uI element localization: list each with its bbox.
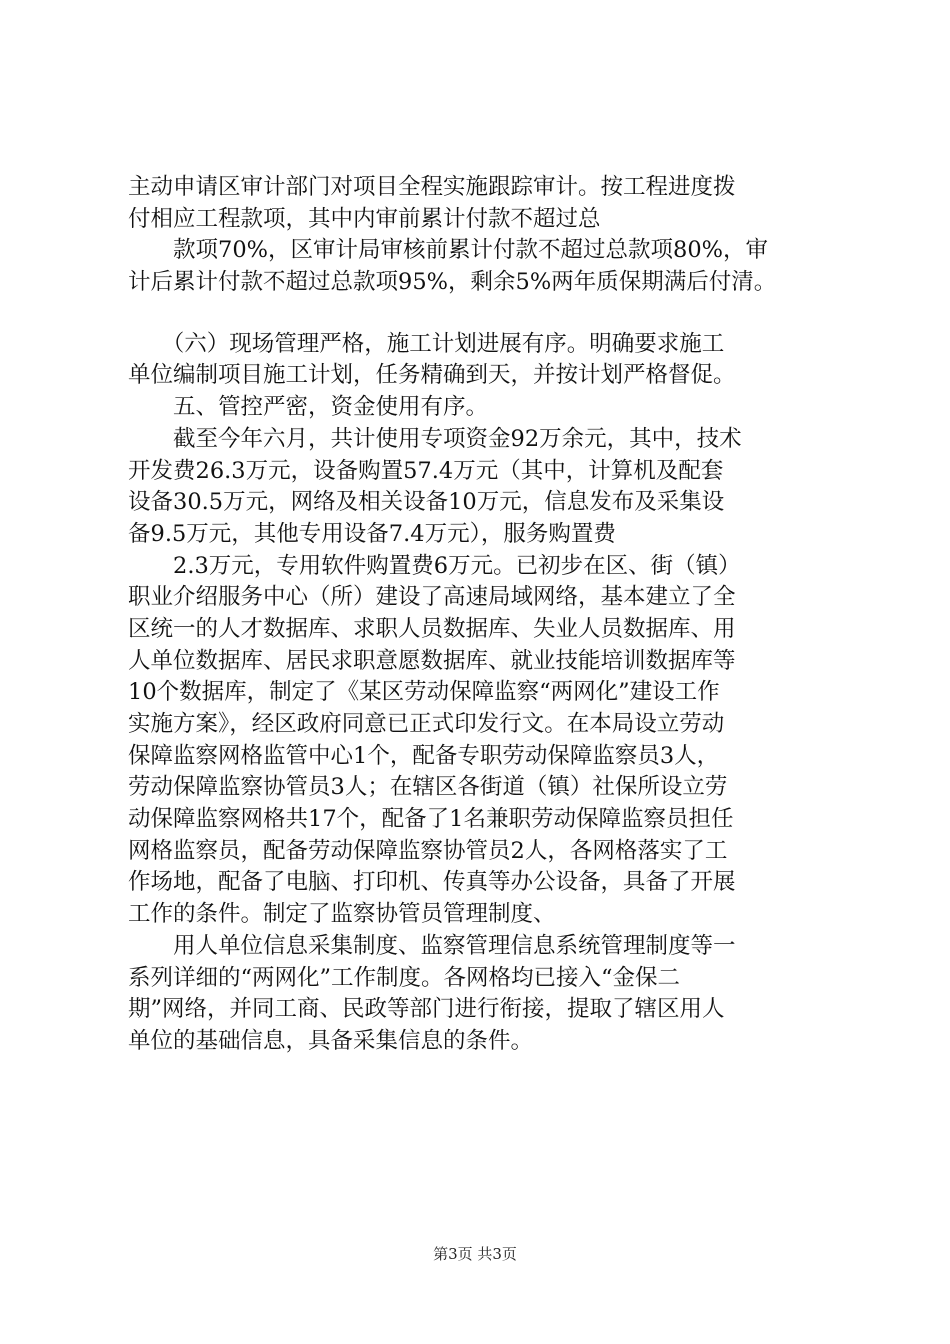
text-line: 备9.5万元，其他专用设备7.4万元），服务购置费 — [128, 520, 616, 547]
text-line: 单位编制项目施工计划，任务精确到天，并按计划严格督促。 — [128, 362, 736, 389]
text-line: 区统一的人才数据库、求职人员数据库、失业人员数据库、用 — [128, 615, 736, 642]
text-line: 截至今年六月，共计使用专项资金92万余元，其中，技术 — [128, 425, 742, 452]
text-line: 2.3万元，专用软件购置费6万元。已初步在区、街（镇） — [128, 552, 741, 579]
text-line: 计后累计付款不超过总款项95%，剩余5%两年质保期满后付清。 — [128, 269, 777, 296]
text-line: 人单位数据库、居民求职意愿数据库、就业技能培训数据库等 — [128, 647, 736, 674]
text-line: 作场地，配备了电脑、打印机、传真等办公设备，具备了开展 — [128, 869, 736, 896]
text-line: 款项70%，区审计局审核前累计付款不超过总款项80%，审 — [128, 237, 769, 264]
text-line: 用人单位信息采集制度、监察管理信息系统管理制度等一 — [128, 932, 736, 959]
text-line: 设备30.5万元，网络及相关设备10万元，信息发布及采集设 — [128, 489, 725, 516]
text-line: 期”网络，并同工商、民政等部门进行衔接，提取了辖区用人 — [128, 996, 725, 1023]
text-line: 付相应工程款项，其中内审前累计付款不超过总 — [128, 205, 601, 232]
text-line: 工作的条件。制定了监察协管员管理制度、 — [128, 901, 556, 928]
text-line: 保障监察网格监管中心1个，配备专职劳动保障监察员3人， — [128, 742, 720, 769]
text-line: 实施方案》，经区政府同意已正式印发行文。在本局设立劳动 — [128, 711, 725, 737]
text-line: 劳动保障监察协管员3人；在辖区各街道（镇）社保所设立劳 — [128, 774, 728, 801]
text-line: 开发费26.3万元，设备购置57.4万元（其中，计算机及配套 — [128, 457, 724, 484]
text-line: 主动申请区审计部门对项目全程实施跟踪审计。按工程进度拨 — [128, 174, 736, 200]
text-line: 动保障监察网格共17个，配备了1名兼职劳动保障监察员担任 — [128, 806, 734, 833]
text-line: （六）现场管理严格，施工计划进展有序。明确要求施工 — [128, 330, 725, 357]
text-line: 五、管控严密，资金使用有序。 — [128, 394, 489, 421]
text-line: 网格监察员，配备劳动保障监察协管员2人，各网格落实了工 — [128, 837, 728, 864]
text-line: 系列详细的“两网化”工作制度。各网格均已接入“金保二 — [128, 964, 681, 991]
paragraph-gap — [128, 299, 840, 329]
text-line: 单位的基础信息，具备采集信息的条件。 — [128, 1027, 534, 1054]
page-number-footer: 第3页 共3页 — [433, 1245, 517, 1263]
document-body — [128, 172, 840, 1058]
text-line: 10个数据库，制定了《某区劳动保障监察“两网化”建设工作 — [128, 679, 720, 706]
text-line: 职业介绍服务中心（所）建设了高速局域网络，基本建立了全 — [128, 584, 736, 611]
